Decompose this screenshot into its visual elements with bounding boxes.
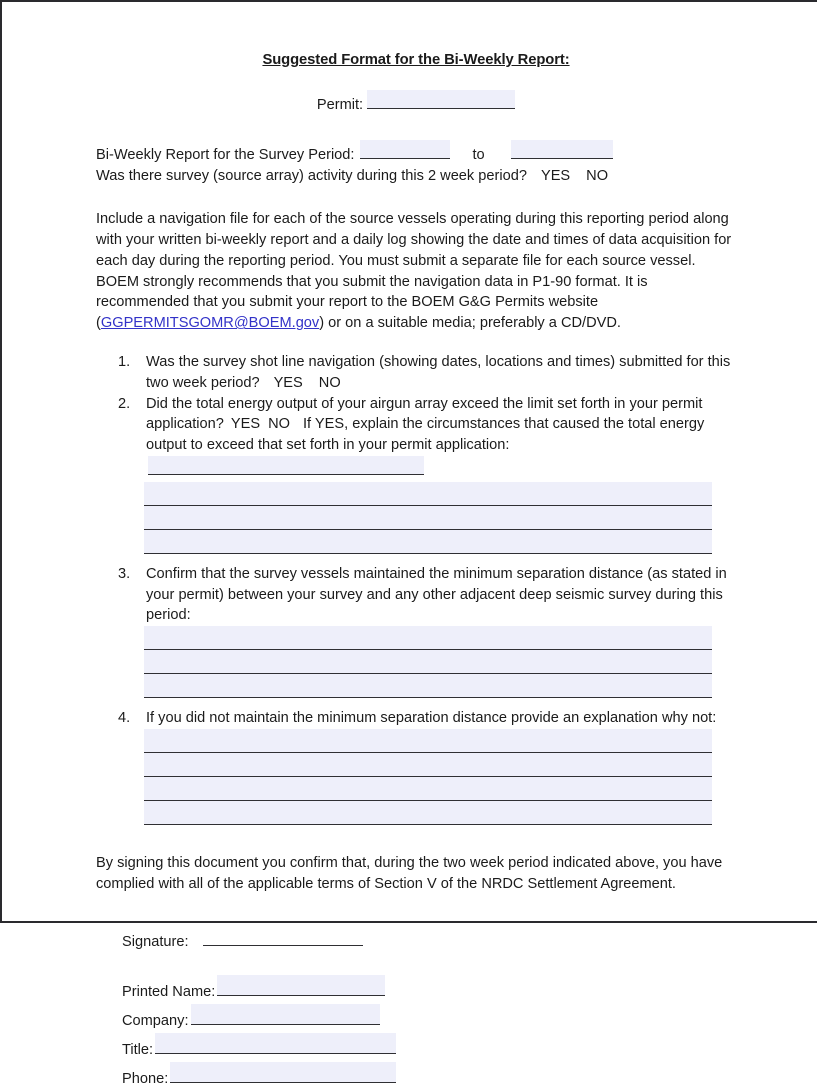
question-3-text: Confirm that the survey vessels maintained the minimum separation distance (as stated in your permit) between your survey and any other adjacent deep seismic survey during this period: bbox=[146, 565, 727, 624]
permit-input[interactable] bbox=[367, 90, 515, 109]
question-1-body: Was the survey shot line navigation (showing dates, locations and times) submitted for this two week period? bbox=[146, 353, 731, 391]
question-2-answer-input[interactable] bbox=[148, 456, 424, 475]
spacer bbox=[96, 334, 736, 352]
intro-paragraph-part2: ) or on a suitable media; preferably a CD/DVD. bbox=[319, 315, 621, 332]
survey-period-separator: to bbox=[472, 146, 485, 163]
blank-line[interactable] bbox=[144, 626, 712, 650]
question-1-no-option[interactable]: NO bbox=[318, 374, 341, 391]
title-row bbox=[122, 1033, 736, 1062]
blank-line[interactable] bbox=[144, 777, 712, 801]
question-2-yes-option[interactable]: YES bbox=[230, 416, 261, 433]
page-title: Suggested Format for the Bi-Weekly Report: bbox=[262, 52, 570, 68]
signature-input[interactable] bbox=[203, 929, 363, 946]
question-2-text bbox=[146, 394, 736, 482]
blank-line[interactable] bbox=[144, 674, 712, 698]
question-4-number: 4. bbox=[118, 710, 131, 727]
survey-period-row bbox=[96, 140, 736, 166]
printed-name-label: Printed Name: bbox=[122, 983, 216, 1000]
question-1-text bbox=[146, 352, 736, 394]
permit-label: Permit: bbox=[316, 96, 364, 113]
question-3-number: 3. bbox=[118, 565, 131, 582]
question-3-answer-lines bbox=[144, 626, 712, 698]
activity-question-no-option[interactable]: NO bbox=[586, 168, 609, 185]
company-label: Company: bbox=[122, 1012, 189, 1029]
question-item-2 bbox=[96, 394, 736, 564]
blank-line[interactable] bbox=[144, 482, 712, 506]
question-1-number: 1. bbox=[118, 353, 131, 370]
printed-name-input[interactable] bbox=[217, 975, 385, 996]
activity-question-text: Was there survey (source array) activity during this 2 week period? bbox=[96, 168, 527, 185]
question-2-answer-lines bbox=[144, 482, 712, 554]
document-content bbox=[96, 2, 736, 1091]
company-row bbox=[122, 1004, 736, 1033]
question-1-yes-option[interactable]: YES bbox=[273, 374, 303, 391]
survey-period-label: Bi-Weekly Report for the Survey Period: bbox=[96, 146, 355, 163]
spacer bbox=[146, 554, 736, 564]
activity-question-yes-option[interactable]: YES bbox=[540, 168, 571, 185]
blank-line[interactable] bbox=[144, 753, 712, 777]
printed-name-row bbox=[122, 975, 736, 1004]
question-item-4 bbox=[96, 708, 736, 825]
blank-line[interactable] bbox=[144, 530, 712, 554]
question-item-1 bbox=[96, 352, 736, 394]
blank-line[interactable] bbox=[144, 729, 712, 753]
signature-label: Signature: bbox=[122, 933, 189, 950]
phone-row bbox=[122, 1062, 736, 1091]
title-input[interactable] bbox=[155, 1033, 396, 1054]
signature-fields bbox=[122, 953, 736, 1091]
question-4-text: If you did not maintain the minimum separation distance provide an explanation why not: bbox=[146, 710, 717, 727]
blank-line[interactable] bbox=[144, 801, 712, 825]
blank-line[interactable] bbox=[144, 506, 712, 530]
intro-paragraph-part1: Include a navigation file for each of the source vessels operating during this reporting period along with your written bi-weekly report and a daily log showing the date and times of data acquisition for each day during the reporting period. You must submit a separate file for each source vessel. BOEM strongly recommends that you submit the navigation data in P1-90 format. It is recommended that you submit your report to the BOEM G&G Permits website ( bbox=[96, 211, 732, 332]
signature-block bbox=[96, 895, 736, 1091]
spacer bbox=[146, 698, 736, 708]
question-2-body-after: If YES, explain the circumstances that caused the total energy output to exceed that set forth in your permit application: bbox=[146, 416, 705, 454]
question-2-body-before: Did the total energy output of your airgun array exceed the limit set forth in your permit application? bbox=[146, 395, 703, 433]
company-input[interactable] bbox=[191, 1004, 380, 1025]
questions-list bbox=[96, 352, 736, 825]
activity-question-row bbox=[96, 166, 736, 187]
phone-input[interactable] bbox=[170, 1062, 396, 1083]
signature-row bbox=[122, 929, 736, 953]
phone-label: Phone: bbox=[122, 1070, 169, 1087]
survey-period-from-input[interactable] bbox=[360, 140, 450, 159]
question-item-3 bbox=[96, 564, 736, 708]
question-4-answer-lines bbox=[144, 729, 712, 825]
question-2-no-option[interactable]: NO bbox=[268, 416, 290, 433]
title-label: Title: bbox=[122, 1041, 154, 1058]
survey-period-to-input[interactable] bbox=[511, 140, 613, 159]
closing-paragraph: By signing this document you confirm that, during the two week period indicated above, you have complied with all of the applicable terms of Section V of the NRDC Settlement Agreement. bbox=[96, 854, 723, 892]
question-2-number: 2. bbox=[118, 395, 131, 412]
intro-paragraph bbox=[96, 187, 736, 334]
boem-permits-email-link[interactable]: GGPERMITSGOMR@BOEM.gov bbox=[100, 315, 320, 332]
blank-line[interactable] bbox=[144, 650, 712, 674]
spacer bbox=[96, 825, 736, 853]
permit-row bbox=[96, 90, 736, 116]
